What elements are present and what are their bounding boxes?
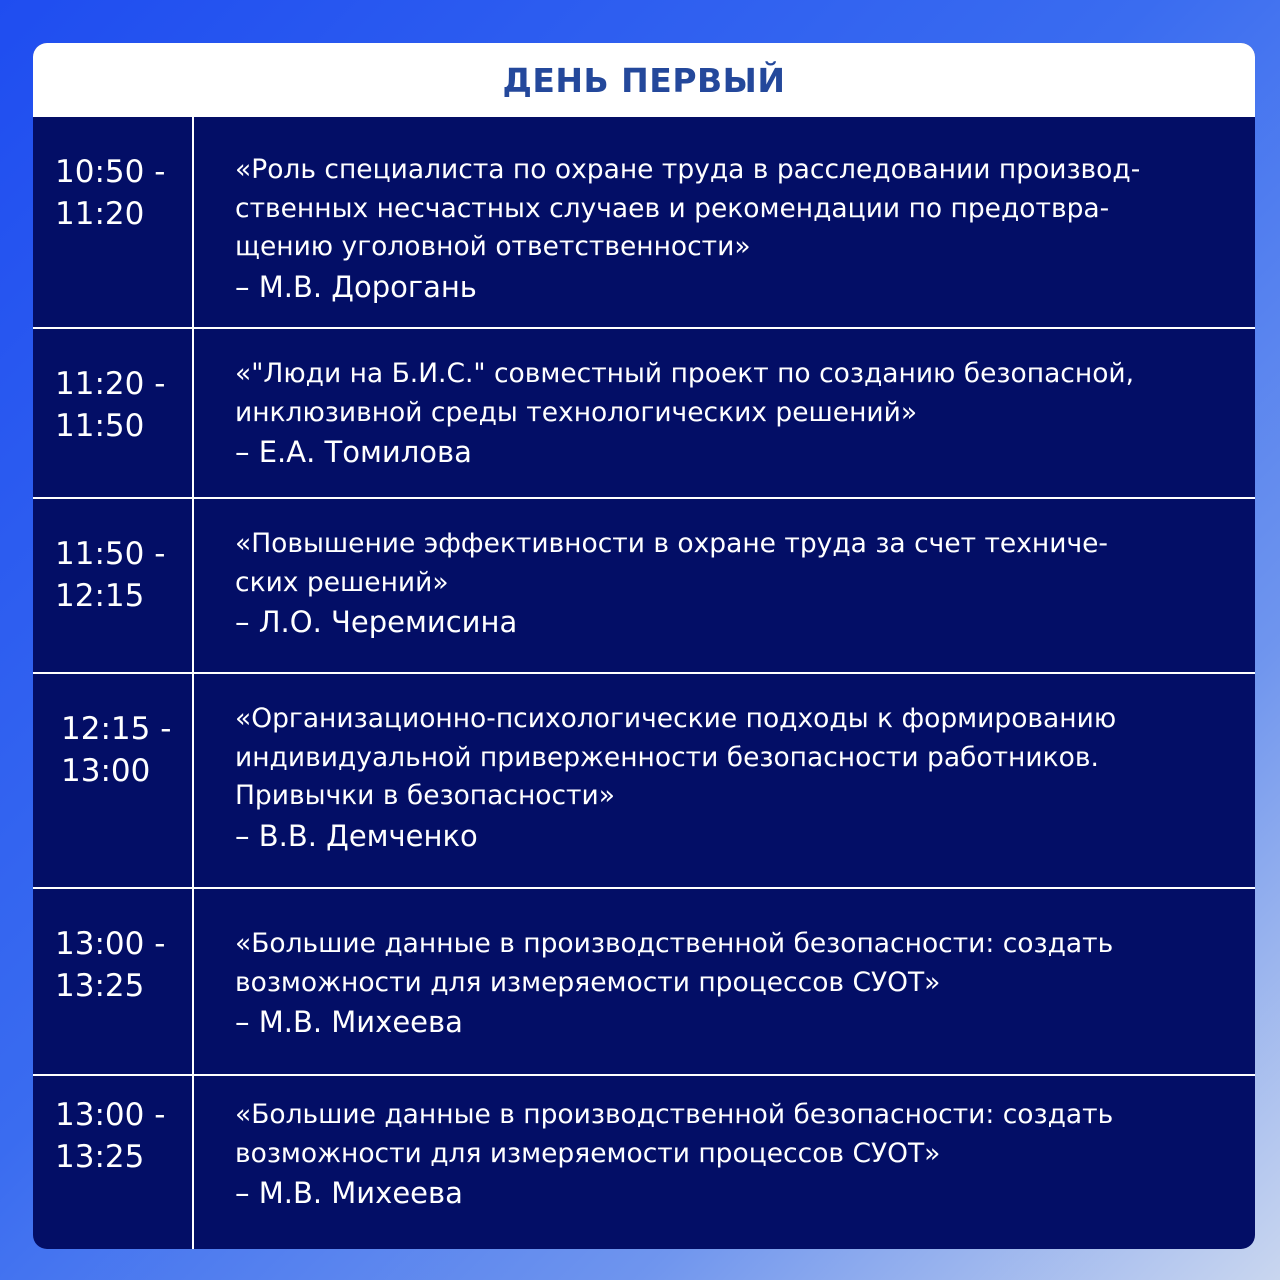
talk-title: «Большие данные в производственной безопасности: создать возможности для измеряемости процессов СУОТ» bbox=[235, 1099, 1114, 1169]
talk-cell bbox=[235, 355, 1235, 472]
speaker-name: – М.В. Дорогань bbox=[235, 269, 477, 304]
time-start: 13:00 - bbox=[55, 926, 166, 962]
time-cell bbox=[61, 708, 201, 792]
time-start: 10:50 - bbox=[55, 154, 166, 190]
schedule-row bbox=[33, 889, 1255, 1076]
time-start: 11:50 - bbox=[55, 536, 166, 572]
speaker-name: – В.В. Демченко bbox=[235, 818, 478, 853]
schedule-card bbox=[33, 43, 1255, 1249]
speaker-name: – М.В. Михеева bbox=[235, 1176, 463, 1210]
talk-cell bbox=[235, 925, 1235, 1042]
time-end: 13:00 bbox=[61, 753, 151, 789]
time-start: 11:20 - bbox=[55, 366, 166, 402]
time-cell bbox=[55, 151, 195, 235]
time-cell bbox=[55, 923, 195, 1007]
schedule-header bbox=[33, 43, 1255, 117]
time-cell bbox=[55, 363, 195, 447]
talk-title: «Организационно-психологические подходы к формированию индивидуальной приверженности безопасности работников. Привычки в безопасности» bbox=[235, 703, 1117, 811]
time-end: 12:15 bbox=[55, 578, 145, 614]
talk-cell bbox=[235, 151, 1235, 307]
time-cell bbox=[55, 1094, 195, 1178]
time-start: 13:00 - bbox=[55, 1097, 166, 1133]
talk-title: «Большие данные в производственной безопасности: создать возможности для измеряемости процессов СУОТ» bbox=[235, 928, 1114, 998]
schedule-row bbox=[33, 674, 1255, 889]
time-cell bbox=[55, 533, 195, 617]
time-end: 13:25 bbox=[55, 1139, 145, 1175]
schedule-row bbox=[33, 117, 1255, 329]
time-end: 13:25 bbox=[55, 968, 145, 1004]
schedule-table bbox=[33, 117, 1255, 1249]
talk-cell bbox=[235, 525, 1235, 642]
time-end: 11:50 bbox=[55, 408, 145, 444]
schedule-row bbox=[33, 329, 1255, 499]
schedule-row bbox=[33, 499, 1255, 674]
talk-cell bbox=[235, 700, 1235, 856]
schedule-row bbox=[33, 1076, 1255, 1249]
speaker-name: – Е.А. Томилова bbox=[235, 435, 472, 469]
talk-cell bbox=[235, 1096, 1235, 1213]
talk-title: «Повышение эффективности в охране труда за счет техниче- ских решений» bbox=[235, 528, 1108, 598]
time-start: 12:15 - bbox=[61, 711, 172, 747]
time-end: 11:20 bbox=[55, 196, 145, 232]
talk-title: «"Люди на Б.И.С." совместный проект по созданию безопасной, инклюзивной среды технологических решений» bbox=[235, 358, 1135, 428]
talk-title: «Роль специалиста по охране труда в расследовании производ- ственных несчастных случаев и рекомендации по предотвра- щению уголовной ответственности» bbox=[235, 154, 1141, 262]
speaker-name: – Л.О. Черемисина bbox=[235, 605, 518, 639]
day-title: ДЕНЬ ПЕРВЫЙ bbox=[502, 60, 786, 100]
speaker-name: – М.В. Михеева bbox=[235, 1005, 463, 1039]
